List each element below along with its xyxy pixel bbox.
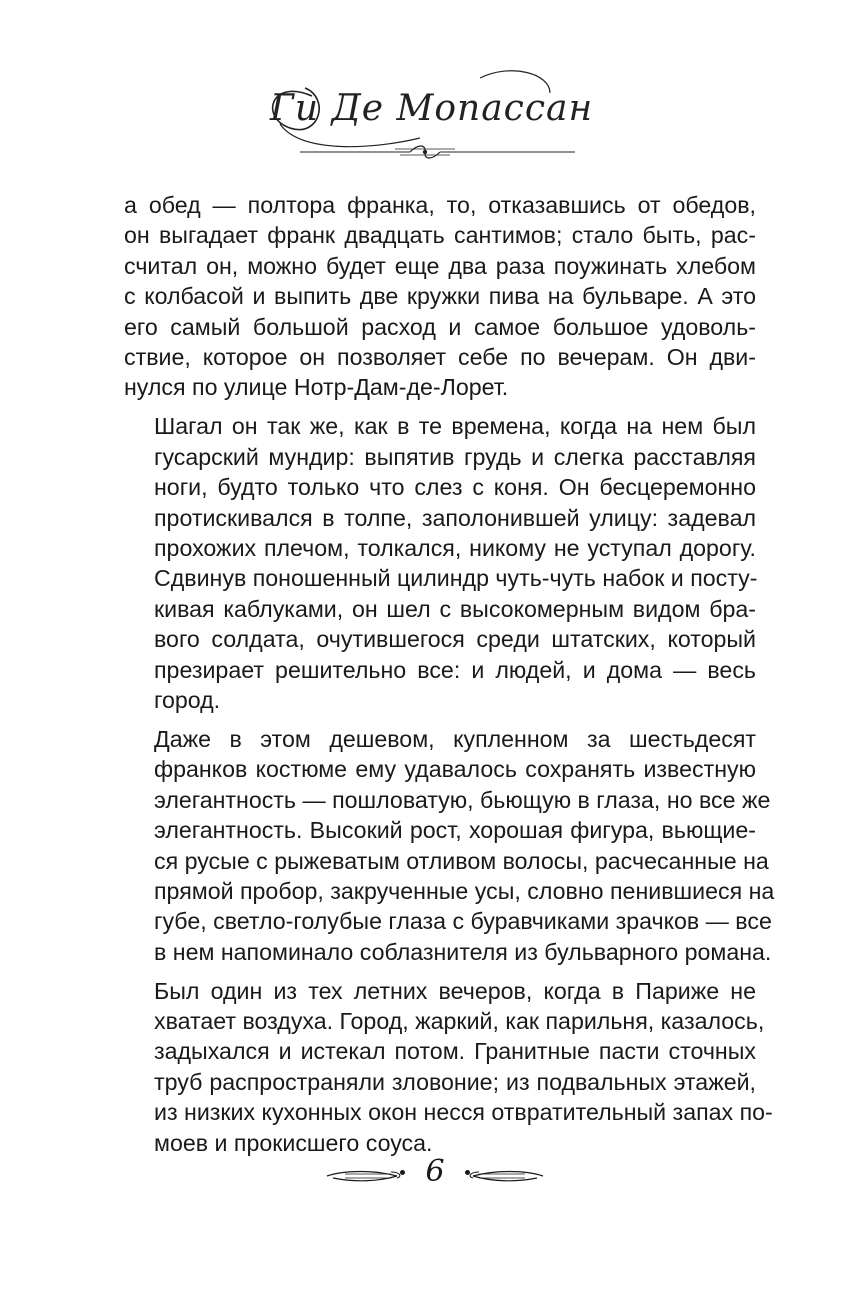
paragraph bbox=[124, 724, 775, 967]
running-header bbox=[250, 58, 595, 168]
text-line: вого солдата, очутившегося среди штатских, который bbox=[154, 626, 756, 653]
text-line: франков костюме ему удавалось сохранять известную bbox=[154, 756, 756, 783]
text-line: прохожих плечом, толкался, никому не уступал дорогу. bbox=[154, 534, 756, 561]
paragraph bbox=[124, 976, 773, 1158]
text-line: из низких кухонных окон несся отвратительный запах по- bbox=[154, 1099, 773, 1126]
text-line: Даже в этом дешевом, купленном за шестьдесят bbox=[154, 725, 756, 752]
paragraph bbox=[124, 190, 756, 403]
author-name: Ги Де Мопассан bbox=[270, 88, 594, 129]
text-line: он выгадает франк двадцать сантимов; стало быть, рас- bbox=[124, 222, 756, 249]
text-line: ся русые с рыжеватым отливом волосы, расчесанные на bbox=[154, 847, 769, 874]
text-line: в нем напоминало соблазнителя из бульварного романа. bbox=[154, 938, 772, 965]
page-number: 6 bbox=[425, 1154, 445, 1189]
text-line: кивая каблуками, он шел с высокомерным видом бра- bbox=[154, 595, 756, 622]
text-line: моев и прокисшего соуса. bbox=[154, 1129, 433, 1156]
text-line: с колбасой и выпить две кружки пива на бульваре. А это bbox=[124, 283, 756, 310]
text-line: протискивался в толпе, заполонившей улицу: задевал bbox=[154, 504, 756, 531]
text-line: считал он, можно будет еще два раза поужинать хлебом bbox=[124, 252, 756, 279]
text-line: губе, светло-голубые глаза с буравчиками зрачков — все bbox=[154, 908, 772, 935]
text-line: а обед — полтора франка, то, отказавшись от обедов, bbox=[124, 192, 756, 218]
text-line: хватает воздуха. Город, жаркий, как парильня, казалось, bbox=[154, 1008, 765, 1035]
text-line: элегантность — пошловатую, бьющую в глаза, но все же bbox=[154, 786, 771, 813]
text-line: презирает решительно все: и людей, и дома — весь bbox=[154, 656, 756, 683]
text-line: нулся по улице Нотр-Дам-де-Лорет. bbox=[124, 374, 509, 401]
text-line: его самый большой расход и самое большое удоволь- bbox=[124, 313, 756, 340]
page-folio bbox=[320, 1148, 550, 1198]
text-line: ноги, будто только что слез с коня. Он бесцеремонно bbox=[154, 474, 756, 501]
text-line: гусарский мундир: выпятив грудь и слегка расставляя bbox=[154, 443, 756, 470]
text-line: задыхался и истекал потом. Гранитные пасти сточных bbox=[154, 1038, 756, 1065]
text-line: труб распространяли зловоние; из подвальных этажей, bbox=[154, 1068, 756, 1095]
text-line: Был один из тех летних вечеров, когда в Париже не bbox=[154, 977, 756, 1004]
text-line: город. bbox=[154, 687, 221, 713]
text-line: Сдвинув поношенный цилиндр чуть-чуть набок и посту- bbox=[154, 565, 758, 592]
folio-right-flourish-icon bbox=[465, 1166, 545, 1186]
body-text bbox=[124, 190, 775, 1167]
paragraph bbox=[124, 411, 756, 715]
text-line: элегантность. Высокий рост, хорошая фигура, вьющие- bbox=[154, 817, 756, 844]
text-line: прямой пробор, закрученные усы, словно пенившиеся на bbox=[154, 877, 775, 904]
text-line: Шагал он так же, как в те времена, когда на нем был bbox=[154, 413, 756, 440]
text-line: ствие, которое он позволяет себе по вечерам. Он дви- bbox=[124, 344, 756, 371]
